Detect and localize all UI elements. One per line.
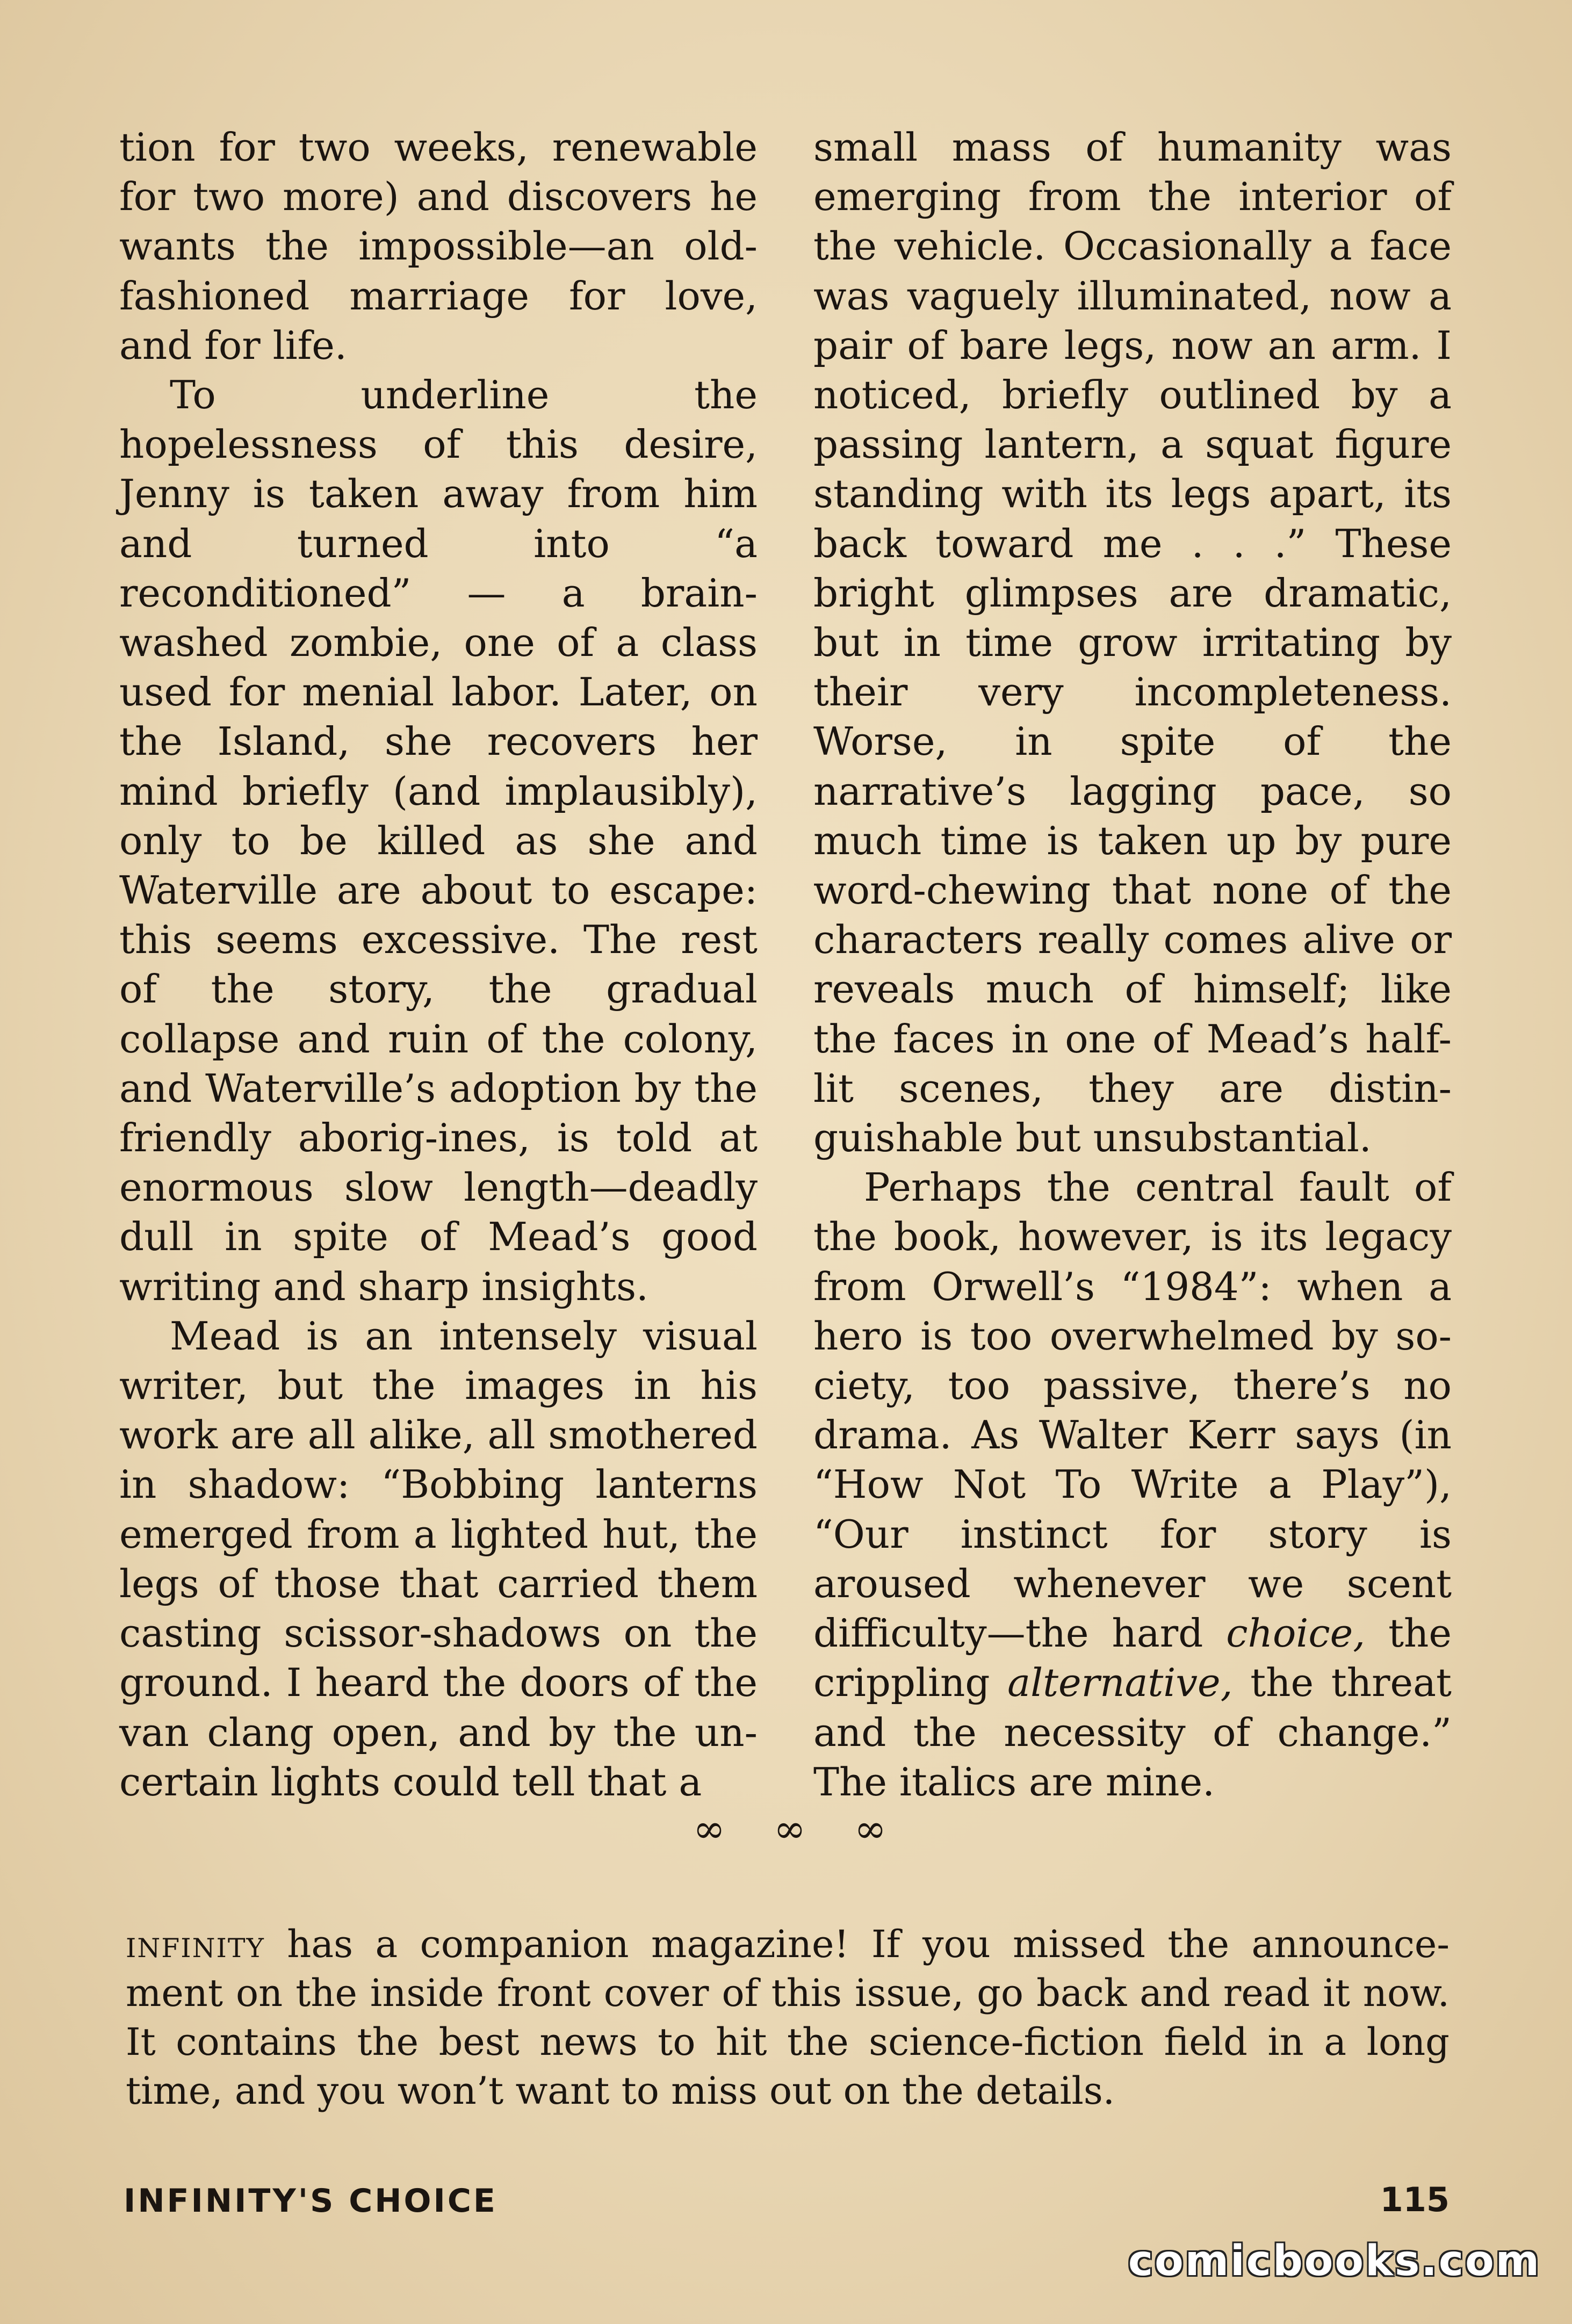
right-column [813,122,1452,1807]
infinity-icon: ∞ [774,1806,806,1851]
paragraph [813,1163,1452,1807]
notice-text: has a companion magazine! If you missed the announce-ment on the inside front cover of this issue, go back and read it now. It contains the best news to hit the science-fiction field in a long time, and you won’t want to miss out on the details. [126,1922,1450,2113]
italic-text: choice, [1226,1611,1366,1656]
watermark: comicbooks.com [1128,2237,1541,2285]
article-body [119,122,1452,1805]
infinity-icon: ∞ [854,1806,886,1851]
companion-magazine-notice [126,1920,1450,2116]
left-column [119,122,758,1807]
paragraph-text: the threat and the necessity of change.” The italics are mine. [813,1660,1452,1805]
paragraph-text: Perhaps the central fault of the book, however, is its legacy from Orwell’s “1984”: when a hero is too overwhelmed by so-ciety, too passive, there’s no drama. As Walter Kerr says (in “How Not To Write a Play”), “Our instinct for story is aroused whenever we scent difficulty—the hard [813,1165,1452,1656]
paragraph: To underline the hopelessness of this desire, Jenny is taken away from him and turned into “a reconditioned” — a brain-washed zombie, one of a class used for menial labor. Later, on the Island, she recovers her mind briefly (and implausibly), only to be killed as she and Waterville are about to escape: this seems excessive. The rest of the story, the gradual collapse and ruin of the colony, and Waterville’s adoption by the friendly aborig-ines, is told at enormous slow length—deadly dull in spite of Mead’s good writing and sharp insights. [119,372,758,1309]
infinity-icon: ∞ [693,1806,725,1851]
paragraph: small mass of humanity was emerging from the interior of the vehicle. Occasionally a face was vaguely illuminated, now a pair of bare legs, now an arm. I noticed, briefly outlined by a passing lantern, a squat figure standing with its legs apart, its back toward me . . .” These bright glimpses are dramatic, but in time grow irritating by their very incompleteness. Worse, in spite of the narrative’s lagging pace, so much time is taken up by pure word-chewing that none of the characters really comes alive or reveals much of himself; like the faces in one of Mead’s half-lit scenes, they are distin-guishable but unsubstantial. [813,125,1452,1161]
running-footer-section: INFINITY'S CHOICE [124,2182,497,2220]
paragraph: tion for two weeks, renewable for two more) and discovers he wants the impossible—an old-fashioned marriage for love, and for life. [119,125,758,368]
italic-text: alternative, [1007,1660,1233,1706]
section-divider [693,1802,886,1856]
notice-brand: infinity [126,1922,265,1966]
paragraph-text: the crippling [813,1611,1452,1706]
page-number: 115 [1380,2180,1450,2219]
paragraph: Mead is an intensely visual writer, but the images in his work are all alike, all smothered in shadow: “Bobbing lanterns emerged from a lighted hut, the legs of those that carried them casting scissor-shadows on the ground. I heard the doors of the van clang open, and by the un-certain lights could tell that a [119,1313,758,1805]
